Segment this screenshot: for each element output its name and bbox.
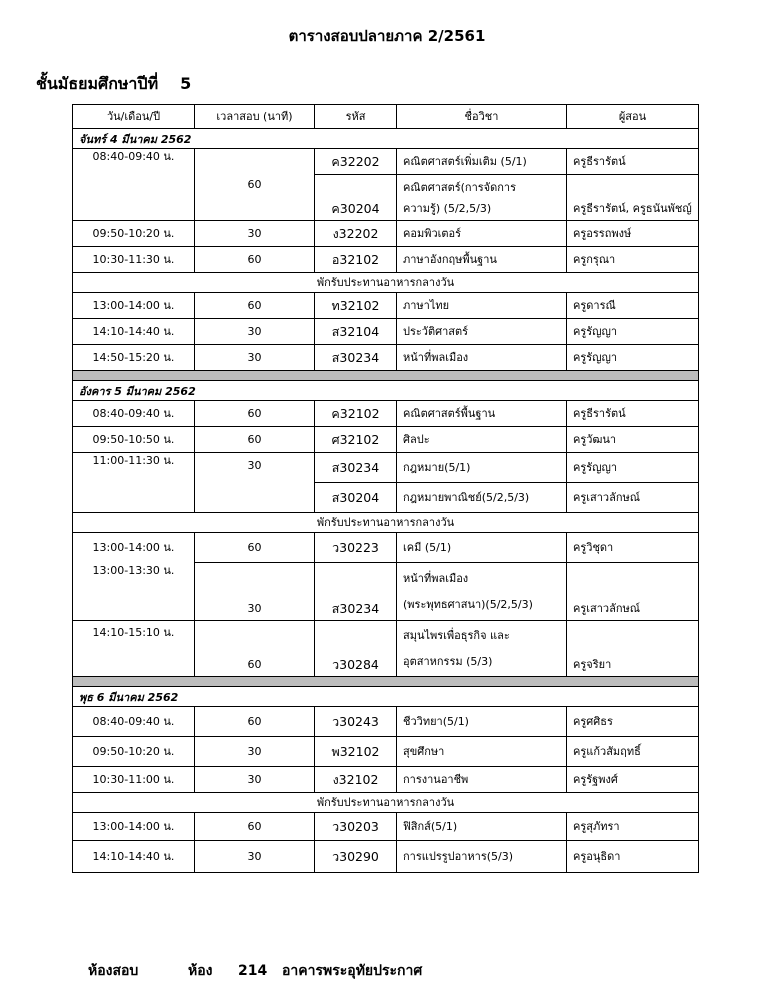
exam-duration: 60 — [195, 427, 315, 453]
table-row — [73, 813, 699, 841]
teacher-name: ครูแก้วสัมฤทธิ์ — [567, 737, 699, 767]
exam-duration: 30 — [195, 221, 315, 247]
teacher-name: ครูจริยา — [567, 621, 699, 677]
subject-name: คณิตศาสตร์พื้นฐาน — [397, 401, 567, 427]
day-label: พุธ 6 มีนาคม 2562 — [73, 687, 699, 707]
table-row — [73, 767, 699, 793]
exam-duration: 30 — [195, 563, 315, 621]
subject-code: ศ32102 — [315, 427, 397, 453]
subject-name-line: อุตสาหกรรม (5/3) — [403, 654, 493, 668]
table-row — [73, 737, 699, 767]
subject-code: ว30284 — [315, 621, 397, 677]
teacher-name: ครูกรุณา — [567, 247, 699, 273]
table-row — [73, 707, 699, 737]
day-separator — [73, 677, 699, 687]
separator-bar — [73, 371, 699, 381]
table-row — [73, 247, 699, 273]
teacher-name: ครูรัญญา — [567, 319, 699, 345]
teacher-name: ครูอรรถพงษ์ — [567, 221, 699, 247]
exam-time: 14:10-14:40 น. — [73, 319, 195, 345]
exam-duration: 60 — [195, 813, 315, 841]
day-row-tuesday — [73, 381, 699, 401]
teacher-name: ครูวิชุดา — [567, 533, 699, 563]
subject-name: ภาษาไทย — [397, 293, 567, 319]
subject-code: ค32202 — [315, 149, 397, 175]
exam-duration: 30 — [195, 319, 315, 345]
subject-code: ส30234 — [315, 563, 397, 621]
table-row — [73, 427, 699, 453]
subject-name: กฎหมาย(5/1) — [397, 453, 567, 483]
table-row — [73, 345, 699, 371]
subject-name: คอมพิวเตอร์ — [397, 221, 567, 247]
grade-level-heading — [36, 72, 191, 97]
table-row — [73, 563, 699, 621]
exam-duration: 60 — [195, 707, 315, 737]
table-row — [73, 293, 699, 319]
header-date: วัน/เดือน/ปี — [73, 105, 195, 129]
exam-time: 14:50-15:20 น. — [73, 345, 195, 371]
exam-room-info — [88, 960, 422, 982]
exam-duration: 60 — [195, 533, 315, 563]
grade-level-number: 5 — [180, 74, 192, 93]
subject-name-line: ความรู้) (5/2,5/3) — [403, 201, 492, 215]
subject-code: อ32102 — [315, 247, 397, 273]
header-subject: ชื่อวิชา — [397, 105, 567, 129]
teacher-name: ครูวัฒนา — [567, 427, 699, 453]
exam-room-label: ห้องสอบ — [88, 963, 139, 979]
lunch-break-row — [73, 273, 699, 293]
header-teacher: ผู้สอน — [567, 105, 699, 129]
exam-time: 14:10-15:10 น. — [73, 621, 195, 677]
table-row — [73, 533, 699, 563]
teacher-name: ครูรัญญา — [567, 453, 699, 483]
exam-time: 09:50-10:20 น. — [73, 221, 195, 247]
exam-time: 10:30-11:30 น. — [73, 247, 195, 273]
subject-name — [397, 175, 567, 221]
room-number: 214 — [238, 963, 268, 979]
subject-name-line: (พระพุทธศาสนา)(5/2,5/3) — [403, 597, 533, 611]
subject-name — [397, 563, 567, 621]
lunch-break-label: พักรับประทานอาหารกลางวัน — [73, 513, 699, 533]
subject-name: ประวัติศาสตร์ — [397, 319, 567, 345]
subject-code: ส30234 — [315, 345, 397, 371]
subject-name: เคมี (5/1) — [397, 533, 567, 563]
exam-duration: 60 — [195, 149, 315, 221]
day-label: จันทร์ 4 มีนาคม 2562 — [73, 129, 699, 149]
teacher-name: ครูรัญญา — [567, 345, 699, 371]
table-row — [73, 401, 699, 427]
subject-name-line: คณิตศาสตร์(การจัดการ — [403, 180, 517, 194]
teacher-name: ครูธีรารัตน์, ครูธนันพัชญ์ — [567, 175, 699, 221]
teacher-name: ครูเสาวลักษณ์ — [567, 483, 699, 513]
document-title: ตารางสอบปลายภาค 2/2561 — [288, 27, 486, 45]
teacher-name: ครูอนุธิดา — [567, 841, 699, 873]
header-duration: เวลาสอบ (นาที) — [195, 105, 315, 129]
day-separator — [73, 371, 699, 381]
exam-time: 09:50-10:20 น. — [73, 737, 195, 767]
teacher-name: ครูธีรารัตน์ — [567, 149, 699, 175]
table-row — [73, 621, 699, 677]
teacher-name: ครูเสาวลักษณ์ — [567, 563, 699, 621]
exam-time: 11:00-11:30 น. — [73, 453, 195, 513]
subject-code: ท32102 — [315, 293, 397, 319]
teacher-name: ครูศศิธร — [567, 707, 699, 737]
subject-code: ว30243 — [315, 707, 397, 737]
teacher-name: ครูธีรารัตน์ — [567, 401, 699, 427]
header-code: รหัส — [315, 105, 397, 129]
subject-code: ง32202 — [315, 221, 397, 247]
teacher-name: ครูสุภัทรา — [567, 813, 699, 841]
day-row-wednesday — [73, 687, 699, 707]
lunch-break-row — [73, 793, 699, 813]
table-row — [73, 841, 699, 873]
exam-time: 08:40-09:40 น. — [73, 401, 195, 427]
subject-name: ศิลปะ — [397, 427, 567, 453]
subject-name: กฎหมายพาณิชย์(5/2,5/3) — [397, 483, 567, 513]
subject-name: ฟิสิกส์(5/1) — [397, 813, 567, 841]
lunch-break-row — [73, 513, 699, 533]
grade-level-label: ชั้นมัธยมศึกษาปีที่ — [36, 74, 159, 93]
separator-bar — [73, 677, 699, 687]
exam-time: 10:30-11:00 น. — [73, 767, 195, 793]
exam-time: 14:10-14:40 น. — [73, 841, 195, 873]
lunch-break-label: พักรับประทานอาหารกลางวัน — [73, 273, 699, 293]
teacher-name: ครูดารณี — [567, 293, 699, 319]
subject-name — [397, 621, 567, 677]
exam-duration: 60 — [195, 247, 315, 273]
room-word: ห้อง — [188, 963, 213, 979]
teacher-name: ครูรัฐพงศ์ — [567, 767, 699, 793]
exam-time: 08:40-09:40 น. — [73, 707, 195, 737]
exam-duration: 30 — [195, 453, 315, 513]
subject-name: ภาษาอังกฤษพื้นฐาน — [397, 247, 567, 273]
subject-name: การแปรรูปอาหาร(5/3) — [397, 841, 567, 873]
subject-name: คณิตศาสตร์เพิ่มเติม (5/1) — [397, 149, 567, 175]
lunch-break-label: พักรับประทานอาหารกลางวัน — [73, 793, 699, 813]
building-name: อาคารพระอุทัยประกาศ — [282, 963, 423, 979]
exam-time: 09:50-10:50 น. — [73, 427, 195, 453]
subject-name: หน้าที่พลเมือง — [397, 345, 567, 371]
subject-code: ง32102 — [315, 767, 397, 793]
subject-code: ว30203 — [315, 813, 397, 841]
subject-code: ส32104 — [315, 319, 397, 345]
table-row — [73, 221, 699, 247]
exam-time: 13:00-14:00 น. — [73, 813, 195, 841]
subject-code: ส30204 — [315, 483, 397, 513]
subject-name: ชีววิทยา(5/1) — [397, 707, 567, 737]
exam-schedule-table — [72, 104, 699, 873]
table-row — [73, 319, 699, 345]
exam-duration: 60 — [195, 621, 315, 677]
subject-name: สุขศึกษา — [397, 737, 567, 767]
exam-time: 13:00-13:30 น. — [73, 563, 195, 621]
day-row-monday — [73, 129, 699, 149]
subject-name-line: หน้าที่พลเมือง — [403, 571, 469, 585]
table-row — [73, 149, 699, 175]
subject-name-line: สมุนไพรเพื่อธุรกิจ และ — [403, 628, 510, 642]
subject-code: ค30204 — [315, 175, 397, 221]
subject-code: ว30223 — [315, 533, 397, 563]
subject-name: การงานอาชีพ — [397, 767, 567, 793]
exam-time: 13:00-14:00 น. — [73, 293, 195, 319]
exam-time: 08:40-09:40 น. — [73, 149, 195, 221]
exam-duration: 30 — [195, 767, 315, 793]
exam-time: 13:00-14:00 น. — [73, 533, 195, 563]
subject-code: ค32102 — [315, 401, 397, 427]
day-label: อังคาร 5 มีนาคม 2562 — [73, 381, 699, 401]
subject-code: ส30234 — [315, 453, 397, 483]
exam-duration: 30 — [195, 737, 315, 767]
exam-duration: 30 — [195, 345, 315, 371]
subject-code: ว30290 — [315, 841, 397, 873]
exam-duration: 30 — [195, 841, 315, 873]
exam-duration: 60 — [195, 401, 315, 427]
table-row — [73, 453, 699, 483]
exam-duration: 60 — [195, 293, 315, 319]
table-header-row — [73, 105, 699, 129]
subject-code: พ32102 — [315, 737, 397, 767]
